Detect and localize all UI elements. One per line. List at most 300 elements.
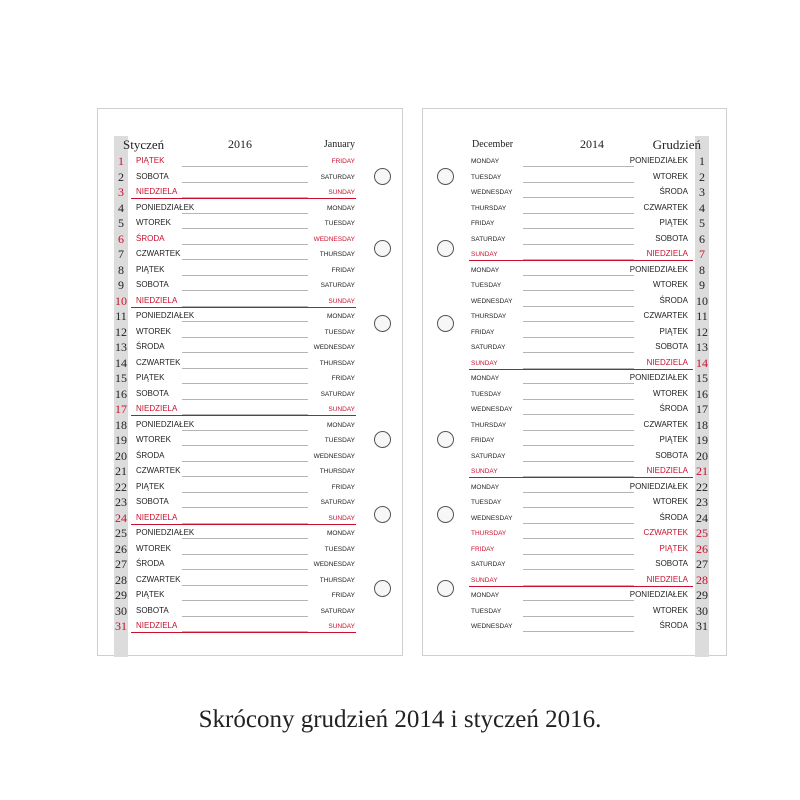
writing-line bbox=[182, 337, 308, 338]
writing-line bbox=[182, 228, 308, 229]
writing-line bbox=[523, 182, 634, 183]
weekday-polish: WTOREK bbox=[653, 171, 688, 181]
weekday-polish: WTOREK bbox=[136, 218, 171, 227]
weekday-english: TUESDAY bbox=[471, 390, 502, 398]
weekday-polish: SOBOTA bbox=[136, 280, 169, 289]
writing-line bbox=[523, 430, 634, 431]
day-row bbox=[98, 463, 402, 478]
writing-line bbox=[182, 600, 308, 601]
writing-line bbox=[523, 321, 634, 322]
day-row bbox=[423, 169, 726, 184]
day-number: 26 bbox=[696, 541, 708, 556]
binder-hole bbox=[437, 431, 454, 448]
weekday-polish: PONIEDZIAŁEK bbox=[629, 590, 688, 599]
year-label: 2016 bbox=[228, 137, 252, 151]
writing-line bbox=[523, 492, 634, 493]
writing-line bbox=[523, 244, 634, 245]
day-row bbox=[423, 603, 726, 618]
weekday-polish: PONIEDZIAŁEK bbox=[136, 202, 195, 212]
day-row bbox=[98, 231, 402, 246]
weekday-english: SUNDAY bbox=[328, 406, 355, 413]
weekday-polish: ŚRODA bbox=[136, 233, 165, 243]
day-number: 15 bbox=[696, 371, 708, 385]
weekday-polish: PIĄTEK bbox=[136, 481, 165, 491]
day-number: 4 bbox=[699, 200, 705, 215]
day-row bbox=[423, 339, 726, 354]
day-row bbox=[98, 572, 402, 587]
day-row bbox=[423, 463, 726, 478]
day-number: 11 bbox=[696, 309, 708, 323]
writing-line bbox=[182, 244, 308, 245]
day-number: 18 bbox=[115, 417, 127, 432]
weekday-polish: WTOREK bbox=[136, 435, 171, 444]
weekday-english: SUNDAY bbox=[328, 514, 355, 522]
day-number: 24 bbox=[115, 510, 127, 525]
weekday-polish: PIĄTEK bbox=[659, 543, 688, 553]
day-row bbox=[423, 618, 726, 633]
writing-line bbox=[182, 213, 308, 214]
writing-line bbox=[523, 414, 634, 415]
weekday-english: MONDAY bbox=[326, 313, 355, 320]
day-number: 15 bbox=[115, 371, 127, 385]
weekday-english: MONDAY bbox=[471, 266, 500, 274]
day-row bbox=[423, 572, 726, 587]
weekday-english: TUESDAY bbox=[471, 282, 502, 289]
weekday-english: FRIDAY bbox=[471, 328, 495, 336]
weekday-english: SUNDAY bbox=[471, 576, 498, 584]
day-row bbox=[98, 355, 402, 370]
weekday-polish: CZWARTEK bbox=[643, 419, 688, 429]
day-row bbox=[423, 510, 726, 525]
writing-line bbox=[182, 538, 308, 539]
writing-line bbox=[182, 616, 308, 617]
day-number: 28 bbox=[115, 572, 127, 587]
day-number: 24 bbox=[696, 510, 708, 525]
day-number: 12 bbox=[115, 324, 127, 339]
day-number: 29 bbox=[115, 588, 127, 602]
day-number: 30 bbox=[696, 603, 708, 618]
weekday-polish: NIEDZIELA bbox=[646, 574, 688, 584]
day-number: 6 bbox=[699, 231, 705, 246]
caption: Skrócony grudzień 2014 i styczeń 2016. bbox=[198, 706, 602, 733]
weekday-english: WEDNESDAY bbox=[471, 623, 513, 630]
writing-line bbox=[182, 569, 308, 570]
binder-hole bbox=[374, 506, 391, 523]
weekday-english: THURSDAY bbox=[319, 251, 355, 258]
weekday-polish: PONIEDZIAŁEK bbox=[136, 311, 195, 320]
day-row bbox=[98, 401, 402, 416]
writing-line bbox=[182, 399, 308, 400]
day-number: 21 bbox=[696, 464, 708, 478]
writing-line bbox=[182, 445, 308, 446]
weekday-english: SUNDAY bbox=[471, 468, 498, 475]
writing-line bbox=[523, 306, 634, 307]
month-name-polish: Grudzień bbox=[652, 137, 701, 152]
weekday-polish: CZWARTEK bbox=[136, 357, 181, 367]
weekday-english: FRIDAY bbox=[331, 375, 355, 382]
weekday-english: WEDNESDAY bbox=[313, 452, 355, 460]
day-number: 6 bbox=[118, 231, 124, 246]
day-row bbox=[98, 556, 402, 571]
weekday-polish: WTOREK bbox=[136, 543, 171, 553]
writing-line bbox=[182, 368, 308, 369]
planner-page-january-2016 bbox=[97, 108, 403, 656]
weekday-polish: ŚRODA bbox=[136, 342, 165, 351]
day-row bbox=[423, 277, 726, 292]
weekday-polish: CZWARTEK bbox=[643, 311, 688, 320]
day-number: 3 bbox=[699, 185, 705, 199]
weekday-english: SATURDAY bbox=[320, 173, 355, 181]
day-number: 2 bbox=[699, 169, 705, 184]
day-row bbox=[423, 184, 726, 199]
binder-hole bbox=[374, 240, 391, 257]
day-row bbox=[423, 308, 726, 323]
writing-line bbox=[182, 430, 308, 431]
day-row bbox=[98, 200, 402, 215]
weekday-english: THURSDAY bbox=[471, 204, 507, 212]
day-number: 22 bbox=[115, 479, 127, 494]
weekday-english: WEDNESDAY bbox=[471, 297, 513, 305]
day-number: 19 bbox=[696, 433, 708, 447]
weekday-polish: NIEDZIELA bbox=[136, 404, 178, 413]
writing-line bbox=[182, 259, 308, 260]
day-row bbox=[423, 231, 726, 246]
day-number: 25 bbox=[696, 526, 708, 540]
weekday-english: FRIDAY bbox=[471, 220, 495, 227]
day-number: 2 bbox=[118, 169, 124, 184]
binder-hole bbox=[437, 580, 454, 597]
weekday-polish: PONIEDZIAŁEK bbox=[629, 373, 688, 382]
weekday-polish: ŚRODA bbox=[659, 295, 688, 305]
weekday-polish: CZWARTEK bbox=[136, 574, 181, 584]
day-number: 14 bbox=[115, 355, 127, 370]
day-row bbox=[98, 448, 402, 463]
day-number: 31 bbox=[115, 619, 127, 633]
day-row bbox=[98, 153, 402, 168]
binder-hole bbox=[374, 168, 391, 185]
day-row bbox=[98, 293, 402, 308]
weekday-english: THURSDAY bbox=[319, 576, 355, 584]
weekday-polish: PIĄTEK bbox=[659, 435, 688, 444]
writing-line bbox=[523, 352, 634, 353]
weekday-polish: PIĄTEK bbox=[659, 218, 688, 227]
day-number: 9 bbox=[699, 278, 705, 292]
weekday-polish: PIĄTEK bbox=[136, 264, 165, 274]
day-number: 12 bbox=[696, 324, 708, 339]
weekday-polish: NIEDZIELA bbox=[136, 621, 178, 630]
day-number: 10 bbox=[115, 293, 127, 308]
day-row bbox=[98, 432, 402, 447]
weekday-english: SATURDAY bbox=[471, 344, 506, 351]
day-number: 18 bbox=[696, 417, 708, 432]
weekday-english: SATURDAY bbox=[320, 499, 355, 506]
day-number: 27 bbox=[115, 557, 127, 571]
writing-line bbox=[523, 616, 634, 617]
day-number: 8 bbox=[118, 262, 124, 277]
weekday-polish: CZWARTEK bbox=[643, 528, 688, 537]
day-number: 27 bbox=[696, 557, 708, 571]
writing-line bbox=[523, 600, 634, 601]
writing-line bbox=[523, 197, 634, 198]
weekday-polish: NIEDZIELA bbox=[646, 466, 688, 475]
day-row bbox=[98, 262, 402, 277]
weekday-polish: ŚRODA bbox=[659, 621, 688, 630]
day-number: 21 bbox=[115, 464, 127, 478]
binder-hole bbox=[374, 431, 391, 448]
day-row bbox=[423, 355, 726, 370]
day-number: 16 bbox=[696, 386, 708, 401]
weekday-polish: SOBOTA bbox=[655, 450, 688, 460]
day-row bbox=[98, 246, 402, 261]
writing-line bbox=[523, 166, 634, 167]
writing-line bbox=[182, 290, 308, 291]
writing-line bbox=[523, 538, 634, 539]
weekday-polish: ŚRODA bbox=[659, 187, 688, 196]
year-label: 2014 bbox=[580, 137, 604, 151]
day-row bbox=[423, 479, 726, 494]
day-number: 13 bbox=[696, 340, 708, 354]
day-row bbox=[98, 324, 402, 339]
binder-hole bbox=[437, 240, 454, 257]
weekday-english: FRIDAY bbox=[471, 437, 495, 444]
day-row bbox=[98, 541, 402, 556]
planner-page-december-2014 bbox=[422, 108, 727, 656]
weekday-english: WEDNESDAY bbox=[313, 344, 355, 351]
day-number: 17 bbox=[115, 402, 127, 416]
writing-line bbox=[182, 275, 308, 276]
day-row bbox=[423, 200, 726, 215]
binder-hole bbox=[437, 506, 454, 523]
day-row bbox=[423, 541, 726, 556]
weekday-polish: WTOREK bbox=[136, 326, 171, 336]
writing-line bbox=[182, 352, 308, 353]
day-number: 9 bbox=[118, 278, 124, 292]
writing-line bbox=[523, 399, 634, 400]
writing-line bbox=[182, 554, 308, 555]
day-number: 1 bbox=[118, 154, 124, 168]
day-number: 22 bbox=[696, 479, 708, 494]
weekday-polish: WTOREK bbox=[653, 497, 688, 506]
weekday-english: TUESDAY bbox=[324, 437, 355, 444]
weekday-polish: SOBOTA bbox=[136, 388, 169, 398]
weekday-english: MONDAY bbox=[471, 483, 500, 491]
weekday-polish: CZWARTEK bbox=[136, 466, 181, 475]
weekday-polish: CZWARTEK bbox=[136, 249, 181, 258]
day-number: 16 bbox=[115, 386, 127, 401]
day-row bbox=[98, 169, 402, 184]
writing-line bbox=[523, 213, 634, 214]
day-number: 23 bbox=[115, 495, 127, 509]
day-number: 29 bbox=[696, 588, 708, 602]
weekday-english: TUESDAY bbox=[471, 499, 502, 506]
day-number: 23 bbox=[696, 495, 708, 509]
day-row bbox=[98, 277, 402, 292]
day-number: 13 bbox=[115, 340, 127, 354]
weekday-english: SUNDAY bbox=[328, 297, 355, 305]
weekday-english: SATURDAY bbox=[320, 607, 355, 615]
weekday-english: MONDAY bbox=[471, 375, 500, 382]
weekday-polish: PIĄTEK bbox=[136, 156, 165, 165]
weekday-polish: WTOREK bbox=[653, 605, 688, 615]
day-row bbox=[98, 308, 402, 323]
weekday-english: SUNDAY bbox=[471, 359, 498, 367]
writing-line bbox=[182, 321, 308, 322]
weekday-polish: PIĄTEK bbox=[136, 590, 165, 599]
day-row bbox=[98, 603, 402, 618]
weekday-english: WEDNESDAY bbox=[471, 514, 513, 522]
writing-line bbox=[182, 476, 308, 477]
weekday-polish: NIEDZIELA bbox=[646, 357, 688, 367]
weekday-polish: PONIEDZIAŁEK bbox=[629, 481, 688, 491]
weekday-polish: NIEDZIELA bbox=[136, 295, 178, 305]
weekday-polish: CZWARTEK bbox=[643, 202, 688, 212]
day-row bbox=[98, 587, 402, 602]
day-row bbox=[98, 339, 402, 354]
day-number: 17 bbox=[696, 402, 708, 416]
day-number: 26 bbox=[115, 541, 127, 556]
weekday-english: WEDNESDAY bbox=[471, 406, 513, 413]
binder-hole bbox=[374, 315, 391, 332]
weekday-english: TUESDAY bbox=[324, 328, 355, 336]
weekday-polish: NIEDZIELA bbox=[136, 512, 178, 522]
weekday-polish: PONIEDZIAŁEK bbox=[136, 528, 195, 537]
month-name-english: December bbox=[472, 139, 514, 150]
day-row bbox=[423, 556, 726, 571]
writing-line bbox=[182, 166, 308, 167]
writing-line bbox=[523, 461, 634, 462]
writing-line bbox=[523, 631, 634, 632]
weekday-english: FRIDAY bbox=[331, 266, 355, 274]
day-row bbox=[98, 618, 402, 633]
weekday-english: WEDNESDAY bbox=[471, 189, 513, 196]
writing-line bbox=[182, 182, 308, 183]
weekday-polish: ŚRODA bbox=[136, 450, 165, 460]
writing-line bbox=[182, 461, 308, 462]
day-row bbox=[423, 293, 726, 308]
day-row bbox=[98, 525, 402, 540]
day-number: 20 bbox=[115, 448, 127, 463]
weekday-english: MONDAY bbox=[326, 530, 355, 537]
day-number: 8 bbox=[699, 262, 705, 277]
day-row bbox=[423, 417, 726, 432]
weekday-english: TUESDAY bbox=[324, 220, 355, 227]
writing-line bbox=[523, 275, 634, 276]
day-number: 30 bbox=[115, 603, 127, 618]
weekday-english: THURSDAY bbox=[319, 359, 355, 367]
day-row bbox=[423, 587, 726, 602]
day-number: 5 bbox=[699, 216, 705, 230]
day-number: 7 bbox=[118, 247, 124, 261]
writing-line bbox=[523, 569, 634, 570]
weekday-polish: WTOREK bbox=[653, 388, 688, 398]
weekday-english: TUESDAY bbox=[471, 173, 502, 181]
weekday-english: MONDAY bbox=[471, 592, 500, 599]
weekday-english: MONDAY bbox=[326, 421, 355, 429]
binder-hole bbox=[374, 580, 391, 597]
writing-line bbox=[523, 523, 634, 524]
day-number: 14 bbox=[696, 355, 708, 370]
writing-line bbox=[523, 228, 634, 229]
day-number: 5 bbox=[118, 216, 124, 230]
day-number: 31 bbox=[696, 619, 708, 633]
day-row bbox=[423, 370, 726, 385]
day-row bbox=[98, 386, 402, 401]
day-row bbox=[98, 184, 402, 199]
weekday-english: TUESDAY bbox=[324, 545, 355, 553]
weekday-polish: ŚRODA bbox=[659, 512, 688, 522]
weekday-english: SUNDAY bbox=[328, 189, 355, 196]
day-row bbox=[98, 370, 402, 385]
writing-line bbox=[182, 492, 308, 493]
weekday-polish: SOBOTA bbox=[655, 233, 688, 243]
weekday-english: SATURDAY bbox=[471, 235, 506, 243]
day-number: 11 bbox=[115, 309, 127, 323]
day-row bbox=[423, 386, 726, 401]
day-row bbox=[423, 324, 726, 339]
weekday-polish: NIEDZIELA bbox=[136, 187, 178, 196]
day-row bbox=[98, 479, 402, 494]
weekday-english: FRIDAY bbox=[471, 545, 495, 553]
weekday-english: SATURDAY bbox=[471, 452, 506, 460]
weekday-polish: ŚRODA bbox=[136, 559, 165, 568]
writing-line bbox=[523, 290, 634, 291]
weekday-polish: SOBOTA bbox=[136, 497, 169, 506]
weekday-polish: PONIEDZIAŁEK bbox=[136, 419, 195, 429]
weekday-polish: NIEDZIELA bbox=[646, 249, 688, 258]
day-number: 25 bbox=[115, 526, 127, 540]
binder-hole bbox=[437, 168, 454, 185]
day-number: 3 bbox=[118, 185, 124, 199]
weekday-english: THURSDAY bbox=[471, 421, 507, 429]
month-name-english: January bbox=[323, 139, 355, 150]
weekday-polish: SOBOTA bbox=[136, 171, 169, 181]
weekday-polish: PONIEDZIAŁEK bbox=[629, 264, 688, 274]
month-name-polish: Styczeń bbox=[123, 137, 165, 152]
day-row bbox=[98, 494, 402, 509]
day-row bbox=[98, 510, 402, 525]
weekday-english: SATURDAY bbox=[320, 390, 355, 398]
day-row bbox=[423, 525, 726, 540]
weekday-polish: SOBOTA bbox=[136, 605, 169, 615]
weekday-english: WEDNESDAY bbox=[313, 235, 355, 243]
day-number: 7 bbox=[699, 247, 705, 261]
day-number: 1 bbox=[699, 154, 705, 168]
writing-line bbox=[182, 507, 308, 508]
writing-line bbox=[523, 383, 634, 384]
day-number: 28 bbox=[696, 572, 708, 587]
weekday-polish: ŚRODA bbox=[659, 404, 688, 413]
day-row bbox=[423, 215, 726, 230]
day-row bbox=[423, 494, 726, 509]
weekday-polish: PONIEDZIAŁEK bbox=[629, 156, 688, 165]
weekday-polish: PIĄTEK bbox=[136, 373, 165, 382]
day-row bbox=[423, 262, 726, 277]
weekday-english: MONDAY bbox=[471, 158, 500, 165]
day-number: 19 bbox=[115, 433, 127, 447]
day-row bbox=[98, 417, 402, 432]
weekday-english: SUNDAY bbox=[471, 251, 498, 258]
weekday-polish: SOBOTA bbox=[655, 342, 688, 351]
weekday-polish: SOBOTA bbox=[655, 559, 688, 568]
weekday-english: FRIDAY bbox=[331, 592, 355, 599]
day-number: 10 bbox=[696, 293, 708, 308]
day-row bbox=[423, 246, 726, 261]
weekday-polish: WTOREK bbox=[653, 280, 688, 289]
week-separator bbox=[131, 632, 356, 633]
day-row bbox=[423, 153, 726, 168]
weekday-english: WEDNESDAY bbox=[313, 561, 355, 568]
weekday-english: THURSDAY bbox=[471, 530, 507, 537]
